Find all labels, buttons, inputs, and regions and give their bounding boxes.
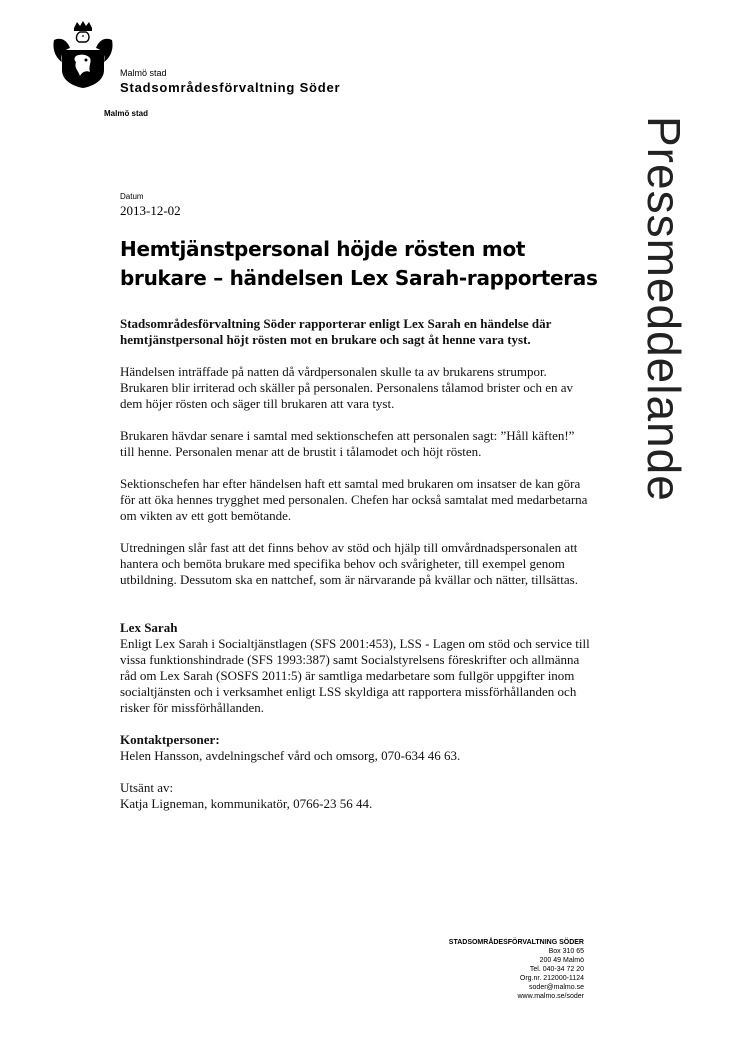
footer-phone: Tel. 040-34 72 20 <box>529 966 584 973</box>
lead-paragraph: Stadsområdesförvaltning Söder rapporterar enligt Lex Sarah en händelse där hemtjänstpersonal höjt rösten mot en brukare och sagt åt henne vara tyst. <box>120 316 552 347</box>
sender: Katja Ligneman, kommunikatör, 0766-23 56 44. <box>120 796 373 811</box>
date-value: 2013-12-02 <box>120 203 181 218</box>
headline: Hemtjänstpersonal höjde rösten mot brukare – händelsen Lex Sarah-rapporteras <box>120 237 598 290</box>
footer-web: www.malmo.se/soder <box>517 993 584 1000</box>
footer-orgnr: Org.nr. 212000-1124 <box>519 975 584 982</box>
org-name: Stadsområdesförvaltning Söder <box>120 80 341 95</box>
footer-postal: 200 49 Malmö <box>539 957 584 964</box>
coat-of-arms-icon <box>52 20 114 90</box>
contacts-heading: Kontaktpersoner: <box>120 732 220 747</box>
city-logo <box>52 20 149 118</box>
body-paragraph: Brukaren hävdar senare i samtal med sektionschefen att personalen sagt: ”Håll käften!” till henne. Personalen menar att de brustit i tålamodet och höjt rösten. <box>120 428 575 459</box>
footer-box: Box 310 65 <box>548 948 584 955</box>
logo-caption: Malmö stad <box>104 109 149 118</box>
sent-by-label: Utsänt av: <box>120 780 174 795</box>
body-paragraph: Händelsen inträffade på natten då vårdpersonalen skulle ta av brukarens strumpor. Brukaren blir irriterad och skäller på personalen. Personalens tålamod brister och en av dem höjer rösten och säger till brukaren att vara tyst. <box>120 364 574 411</box>
document-type-label: Pressmeddelande <box>638 116 690 502</box>
body-paragraph: Sektionschefen har efter händelsen haft ett samtal med brukaren om insatser de kan göra för att öka hennes trygghet med personalen. Chefen har också samtalat med medarbetarna om vikten av ett gott bemötande. <box>120 476 588 523</box>
org-name-small: Malmö stad <box>120 68 167 78</box>
footer-org: STADSOMRÅDESFÖRVALTNING SÖDER <box>448 939 584 946</box>
contact-person: Helen Hansson, avdelningschef vård och omsorg, 070-634 46 63. <box>120 748 461 763</box>
lex-sarah-heading: Lex Sarah <box>120 620 178 635</box>
pressmeddelande-vertical-label <box>638 116 694 556</box>
body-paragraph: Utredningen slår fast att det finns behov av stöd och hjälp till omvårdnadspersonalen att hantera och bemöta brukare med specifika behov och svårigheter, till exempel genom utbildning. Dessutom ska en nattchef, som är närvarande på kvällar och nätter, tillsättas. <box>120 540 578 587</box>
press-release-body <box>120 316 590 812</box>
footer-address <box>449 938 584 1001</box>
date-label: Datum <box>120 192 144 201</box>
footer-email: soder@malmo.se <box>529 984 584 991</box>
lex-sarah-text: Enligt Lex Sarah i Socialtjänstlagen (SFS 2001:453), LSS - Lagen om stöd och service till vissa funktionshindrade (SFS 1993:387) samt Socialstyrelsens föreskrifter och allmänna råd om Lex Sarah (SOSFS 2011:5) är samtliga medarbetare som fullgör uppgifter inom socialtjänsten och i verksamhet enligt LSS skyldiga att rapportera missförhållanden och risker för missförhållanden. <box>120 636 590 715</box>
